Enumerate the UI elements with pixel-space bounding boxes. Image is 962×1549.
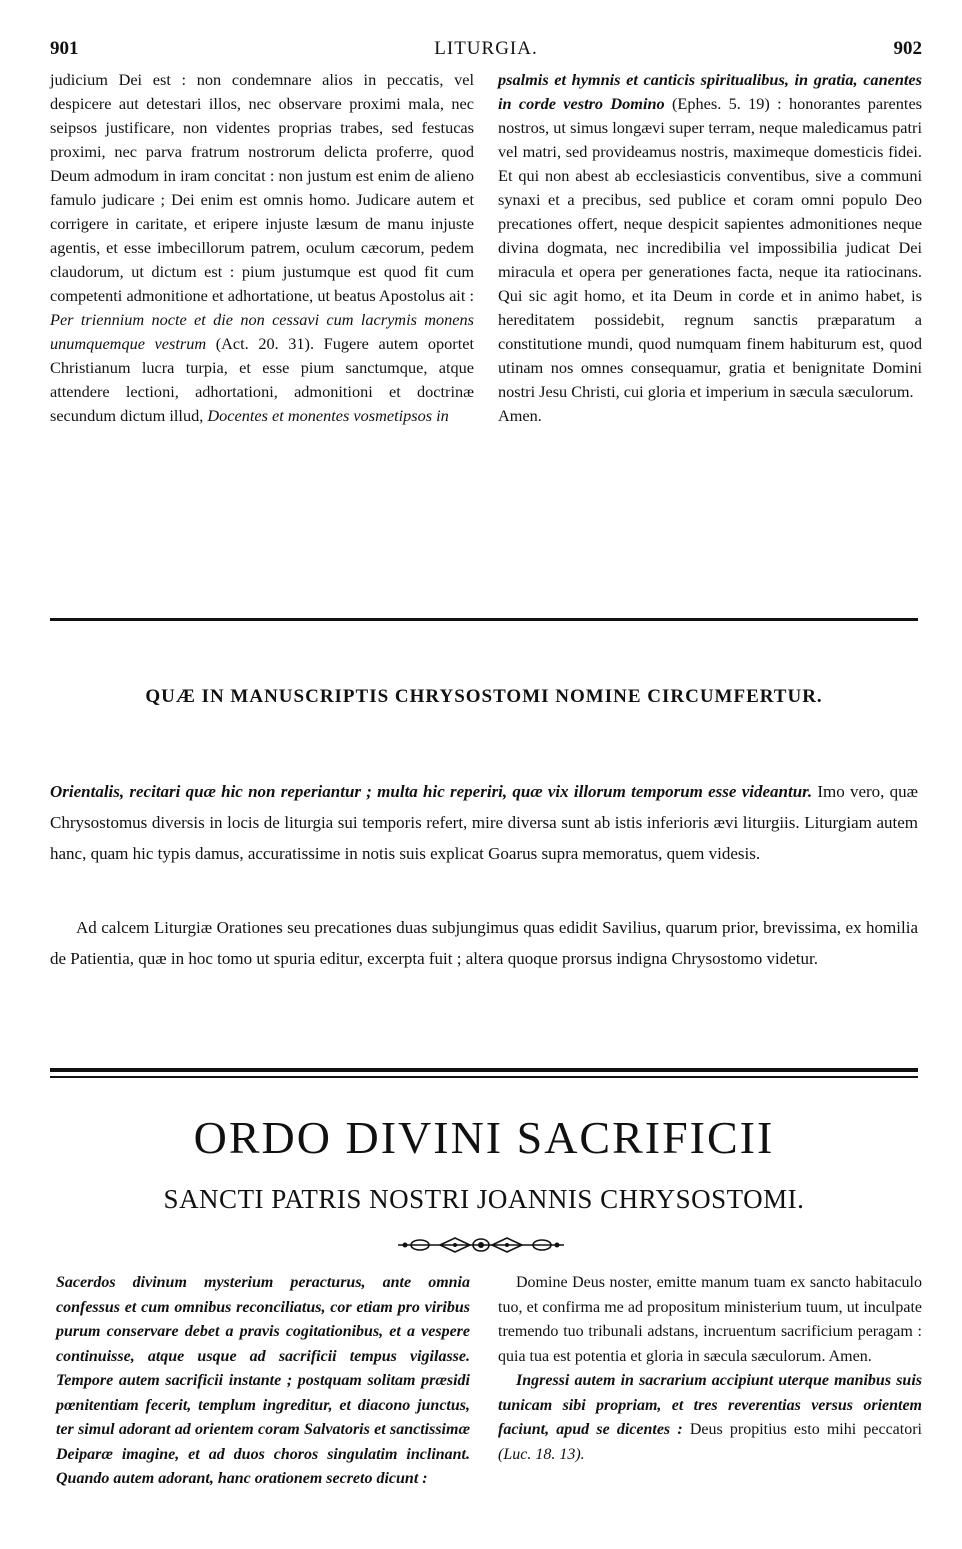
- top-left-text-2: Fugere autem oportet Christianum lucra turpia, et esse pium sanctumque, atque attendere lectioni, adhortationi, admonitioni et doctrinæ secundum dictum illud,: [50, 334, 474, 425]
- intro-paragraph-2-text: Ad calcem Liturgiæ Orationes seu precationes duas subjungimus quas edidit Savilius, quarum prior, brevissima, ex homilia de Patientia, quæ in hoc tomo ut spuria editur, excerpta fuit ; altera quoque prorsus indigna Chrysostomo videtur.: [50, 918, 918, 968]
- top-right-quote: psalmis et hymnis et canticis spiritualibus, in gratia, canentes in corde vestro Domino: [498, 70, 922, 113]
- top-right-column: [498, 68, 922, 428]
- running-header: [50, 38, 922, 64]
- rubric-2-text: Deus propitius esto mihi peccatori: [682, 1421, 922, 1438]
- title-rule-thin: [50, 1076, 918, 1078]
- running-title: LITURGIA.: [434, 38, 538, 59]
- rubric-paragraph: Sacerdos divinum mysterium peracturus, ante omnia confessus et cum omnibus reconciliatus, cor etiam pro viribus purum conservare debet a pravis cogitationibus, et a vespere continuisse, atque usque ad sacrificii tempus vigilasse. Tempore autem sacrificii instante ; postquam solitam præsidi pœnitentiam fecerit, templum ingreditur, et diacono junctus, ter simul adorant ad orientem coram Salvatoris et sanctissimæ Deiparæ imagine, et ad duos choros singulatim inclinant. Quando autem adorant, hanc orationem secreto dicunt :: [56, 1274, 470, 1487]
- prayer-paragraph: Domine Deus noster, emitte manum tuam ex sancto habitaculo tuo, et confirma me ad propositum ministerium tuum, ut inculpate tremendo tuo tribunali adstans, incruentum sacrificium peragam : quia tua est potentia et gloria in sæcula sæculorum. Amen.: [498, 1274, 922, 1365]
- section-heading: QUÆ IN MANUSCRIPTIS CHRYSOSTOMI NOMINE CIRCUMFERTUR.: [145, 686, 823, 707]
- bottom-left-column: [56, 1271, 470, 1492]
- top-right-paragraph: [498, 68, 922, 404]
- intro-paragraph-1: [50, 776, 918, 869]
- top-left-quote-2: Docentes et monentes vosmetipsos in: [207, 406, 449, 425]
- title-rule-thick: [50, 1068, 918, 1072]
- rubric-2-paragraph: [498, 1369, 922, 1467]
- top-left-ref-1: (Act. 20. 31).: [206, 334, 315, 353]
- page-number-right: 902: [893, 38, 922, 59]
- rubric-2-italic: Ingressi autem in sacrarium accipiunt uterque manibus suis tunicam sibi propriam, et tres reverentias versus orientem faciunt, apud se dicentes :: [498, 1372, 922, 1438]
- top-right-text: honorantes parentes nostros, ut simus longævi super terram, neque maledicamus patri vel matri, sed provideamus nostris, maximeque domesticis fidei. Et qui non abest ab ecclesiasticis conventibus, sive a communi synaxi et a precibus, sed publice et coram omni populo Deo precationes offert, neque despicit sapientes admonitiones neque divina dogmata, nec incredibilia vel impossibilia judicat Dei miracula et opera per generationes facta, neque ita ratiocinans. Qui sic agit homo, et ita Deum in corde et in animo habet, is hereditatem possidebit, regnum sanctis præparatum a constitutione mundi, quod numquam finem habiturum est, quod utinam nos omnes consequamur, gratia et benignitate Domini nostri Jesu Christi, cui gloria et imperium in sæcula sæculorum.: [498, 94, 923, 401]
- top-left-paragraph: [50, 68, 474, 428]
- top-left-text-1: judicium Dei est : non condemnare alios in peccatis, vel despicere aut detestari illos, nec observare proximi mala, nec seipsos justificare, non videntes proprias trabes, sed festucas proximi, nec parva fratrum nostrorum delicta proferre, quod Deum admodum in iram concitat : non justum est enim de alieno famulo judicare ; Dei enim est omnis homo. Judicare autem et corrigere in caritate, et eripere injuste læsum de manu injuste agentis, et esse imbecillorum patrem, oculum cæcorum, pedem claudorum, ut dictum est : pium justumque est quod fit cum competenti admonitione et adhortatione, ut beatus Apostolus ait :: [50, 70, 474, 305]
- section-divider: [50, 618, 918, 621]
- bottom-right-column: [498, 1271, 922, 1467]
- intro-text: Imo vero, quæ Chrysostomus diversis in locis de liturgia sui temporis refert, mire diversa sunt ab istis inferioris ævi liturgiis. Liturgiam autem hanc, quam hic typis damus, accuratissime in notis suis explicat Goarus supra memoratus, quem videsis.: [50, 782, 918, 863]
- sub-title: SANCTI PATRIS NOSTRI JOANNIS CHRYSOSTOMI.: [163, 1184, 805, 1214]
- intro-paragraph-2: [50, 912, 918, 974]
- main-title: ORDO DIVINI SACRIFICII: [193, 1112, 775, 1163]
- intro-italic: Orientalis, recitari quæ hic non reperiantur ; multa hic reperiri, quæ vix illorum temporum esse videantur.: [50, 782, 813, 801]
- rubric-2-ref: (Luc. 18. 13).: [498, 1445, 585, 1463]
- top-left-column: [50, 68, 474, 428]
- page-number-left: 901: [50, 38, 79, 59]
- top-left-quote-1: Per triennium nocte et die non cessavi cum lacrymis monens unumquemque vestrum: [50, 310, 474, 353]
- top-right-amen: Amen.: [498, 406, 542, 425]
- ornament-icon: [0, 1234, 962, 1256]
- top-right-ref: (Ephes. 5. 19) :: [664, 94, 782, 113]
